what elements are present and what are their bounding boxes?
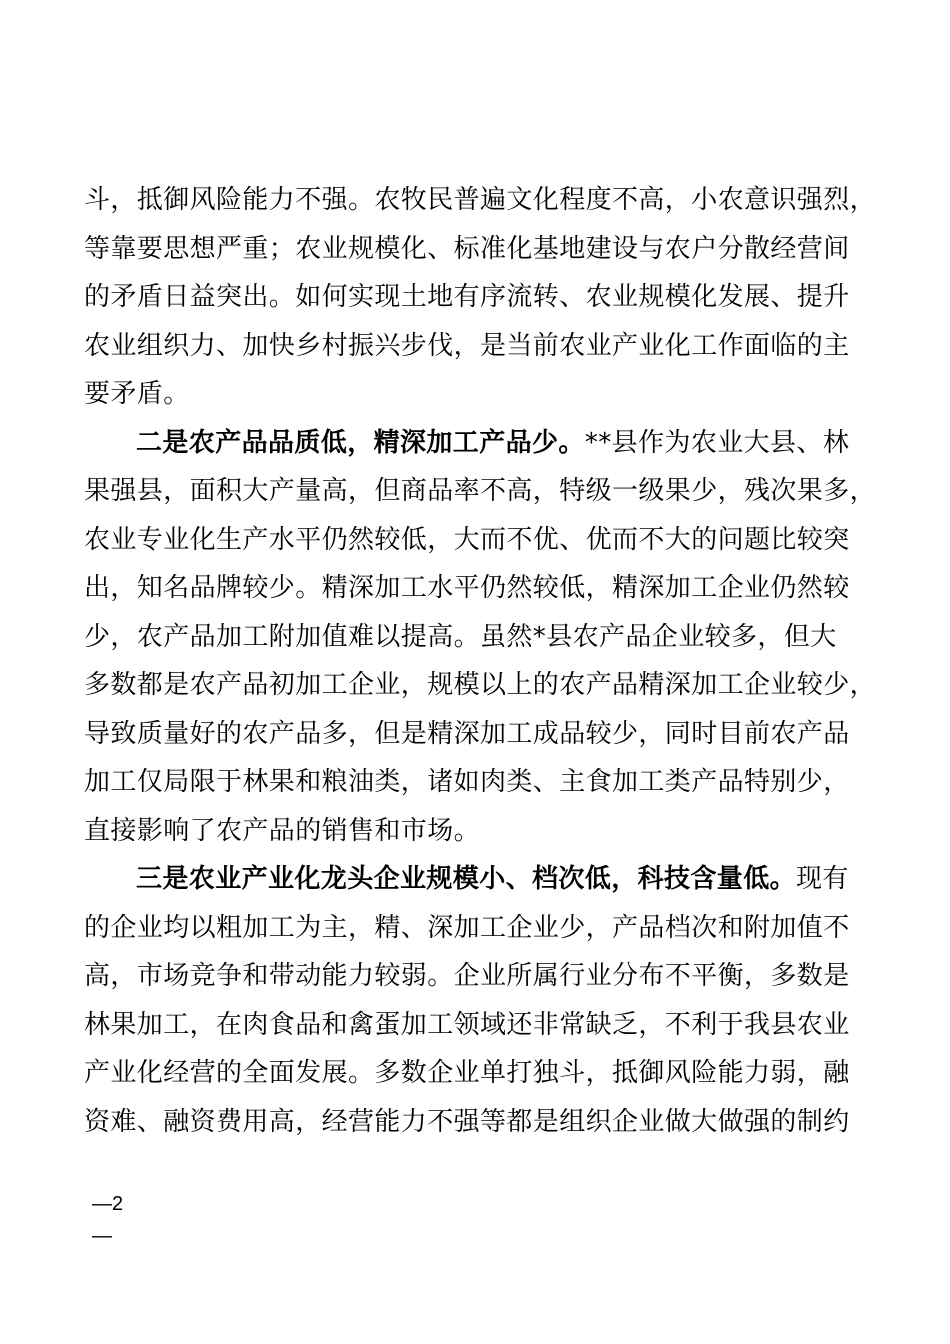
paragraph-2-line-4: 出，知名品牌较少。精深加工水平仍然较低，精深加工企业仍然较	[84, 573, 850, 603]
paragraph-3-line-6: 资难、融资费用高，经营能力不强等都是组织企业做大做强的制约	[84, 1107, 850, 1137]
page-number: —2	[92, 1193, 124, 1215]
paragraph-1-line-4: 农业组织力、加快乡村振兴步伐，是当前农业产业化工作面临的主	[84, 331, 850, 361]
paragraph-1-line-3: 的矛盾日益突出。如何实现土地有序流转、农业规模化发展、提升	[84, 282, 850, 312]
paragraph-2-line-9: 直接影响了农产品的销售和市场。	[84, 816, 481, 846]
paragraph-2-line-8: 加工仅局限于林果和粮油类，诸如肉类、主食加工类产品特别少，	[84, 767, 850, 797]
paragraph-2-heading: 二是农产品品质低，精深加工产品少。	[136, 428, 585, 458]
paragraph-1-line-2: 等靠要思想严重；农业规模化、标准化基地建设与农户分散经营间	[84, 234, 850, 264]
paragraph-2-first-line	[136, 425, 884, 461]
paragraph-2-first-line-text: **县作为农业大县、林	[584, 428, 850, 458]
paragraph-2-line-5: 少，农产品加工附加值难以提高。虽然*县农产品企业较多，但大	[84, 622, 837, 652]
paragraph-3-heading: 三是农业产业化龙头企业规模小、档次低，科技含量低。	[136, 864, 797, 894]
paragraph-3-line-5: 产业化经营的全面发展。多数企业单打独斗，抵御风险能力弱，融	[84, 1058, 850, 1088]
paragraph-1-line-5: 要矛盾。	[84, 379, 190, 409]
paragraph-2-line-2: 果强县，面积大产量高，但商品率不高，特级一级果少，残次果多，	[84, 476, 877, 506]
paragraph-3-first-line-text: 现有	[796, 864, 849, 894]
paragraph-2-line-3: 农业专业化生产水平仍然较低，大而不优、优而不大的问题比较突	[84, 525, 850, 555]
paragraph-3-line-4: 林果加工，在肉食品和禽蛋加工领域还非常缺乏，不利于我县农业	[84, 1010, 850, 1040]
paragraph-3-line-3: 高，市场竞争和带动能力较弱。企业所属行业分布不平衡，多数是	[84, 961, 850, 991]
page-number-tail: —	[92, 1225, 112, 1247]
paragraph-2-line-6: 多数都是农产品初加工企业，规模以上的农产品精深加工企业较少，	[84, 670, 877, 700]
paragraph-1-line-1: 斗，抵御风险能力不强。农牧民普遍文化程度不高，小农意识强烈，	[84, 185, 877, 215]
paragraph-2-line-7: 导致质量好的农产品多，但是精深加工成品较少，同时目前农产品	[84, 719, 850, 749]
paragraph-3-first-line	[136, 861, 884, 897]
paragraph-3-line-2: 的企业均以粗加工为主，精、深加工企业少，产品档次和附加值不	[84, 913, 850, 943]
